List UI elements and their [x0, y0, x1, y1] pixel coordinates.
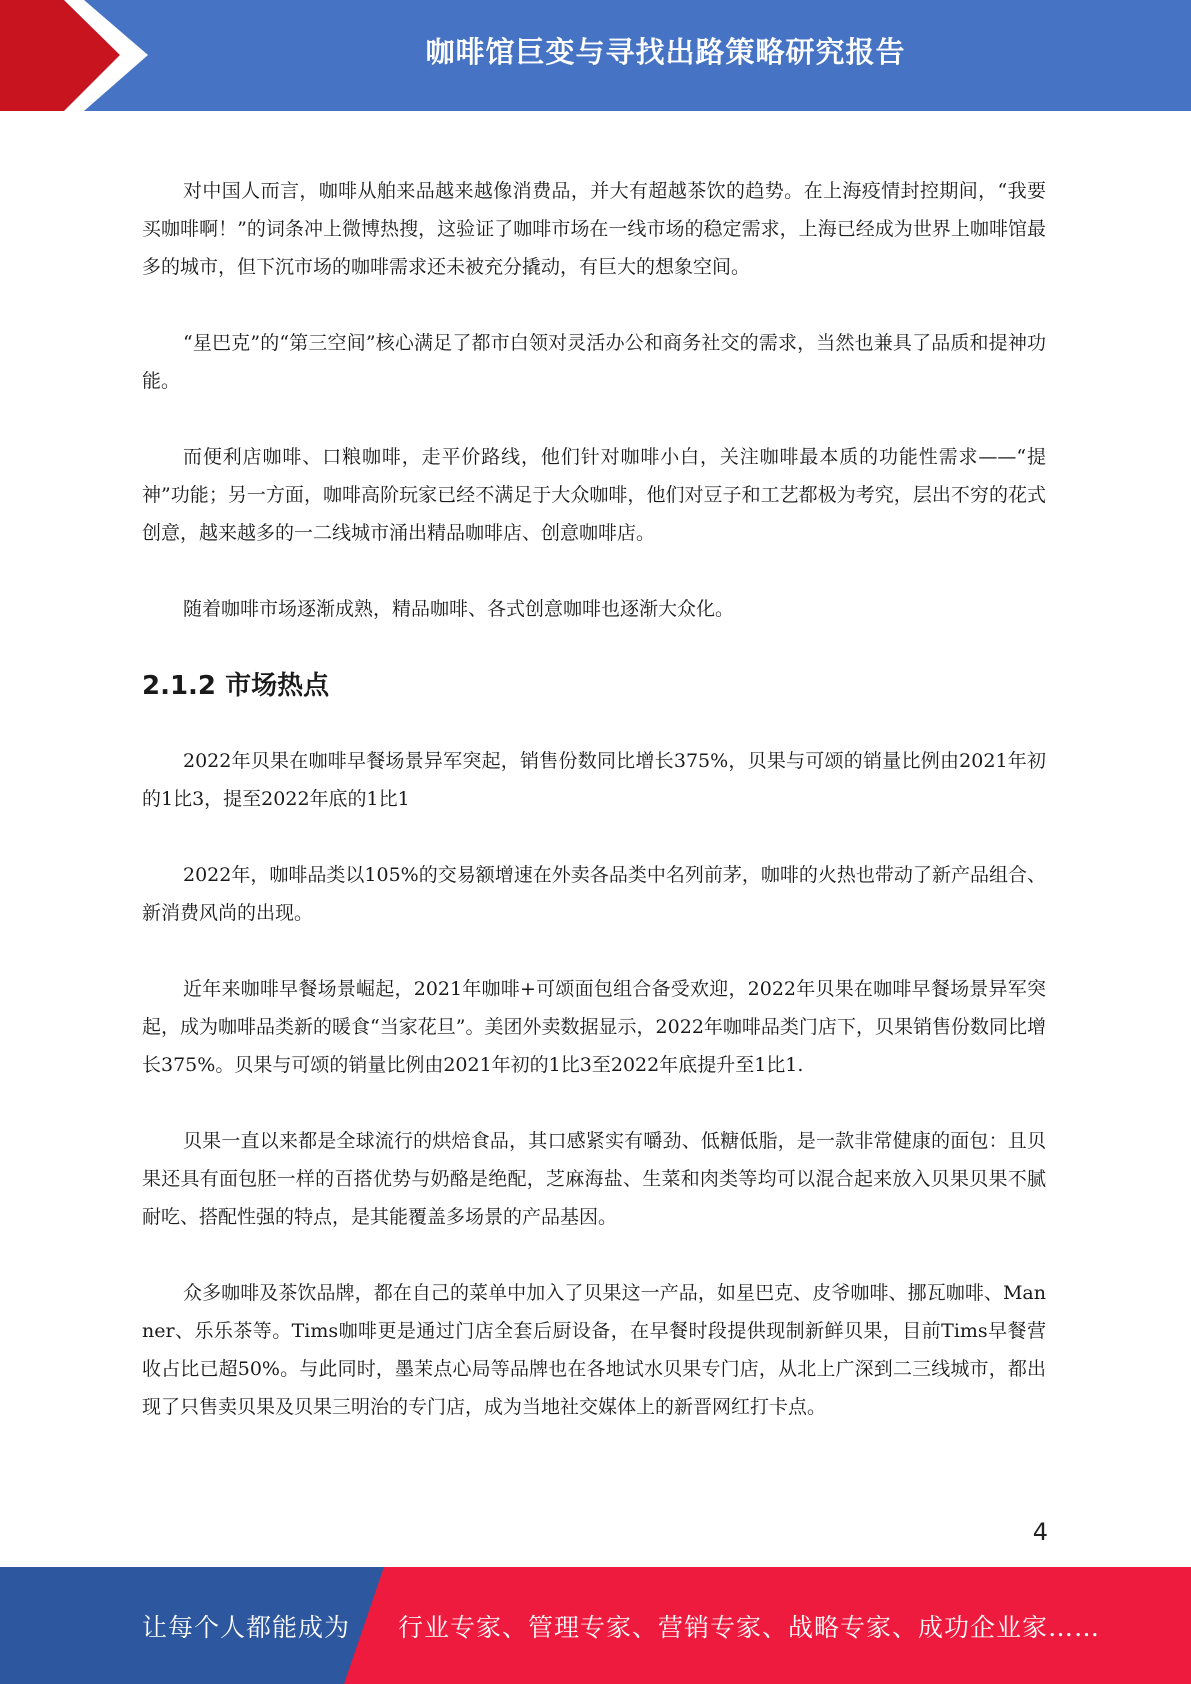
main-content — [142, 172, 1046, 1464]
page-number: 4 — [1032, 1518, 1048, 1546]
paragraph: 对中国人而言，咖啡从舶来品越来越像消费品，并大有超越茶饮的趋势。在上海疫情封控期间，“我要买咖啡啊！”的词条冲上微博热搜，这验证了咖啡市场在一线市场的稳定需求，上海已经成为世界上咖啡馆最多的城市，但下沉市场的咖啡需求还未被充分撬动，有巨大的想象空间。 — [142, 180, 1046, 278]
paragraph: 贝果一直以来都是全球流行的烘焙食品，其口感紧实有嚼劲、低糖低脂，是一款非常健康的面包：且贝果还具有面包胚一样的百搭优势与奶酪是绝配，芝麻海盐、生菜和肉类等均可以混合起来放入贝果贝果不腻耐吃、搭配性强的特点，是其能覆盖多场景的产品基因。 — [142, 1130, 1046, 1228]
footer-slogan-right: 行业专家、管理专家、营销专家、战略专家、成功企业家…… — [398, 1612, 1101, 1642]
chevron-arrow-icon — [0, 0, 160, 111]
paragraph: 2022年，咖啡品类以105%的交易额增速在外卖各品类中名列前茅，咖啡的火热也带动了新产品组合、新消费风尚的出现。 — [142, 864, 1046, 924]
page-title: 咖啡馆巨变与寻找出路策略研究报告 — [425, 35, 906, 69]
paragraph: “星巴克”的“第三空间”核心满足了都市白领对灵活办公和商务社交的需求，当然也兼具了品质和提神功能。 — [142, 332, 1046, 392]
header-band — [0, 0, 1191, 111]
footer-band — [0, 1567, 1191, 1684]
section-heading: 2.1.2 市场热点 — [142, 671, 330, 701]
paragraph: 而便利店咖啡、口粮咖啡，走平价路线，他们针对咖啡小白，关注咖啡最本质的功能性需求——“提神”功能；另一方面，咖啡高阶玩家已经不满足于大众咖啡，他们对豆子和工艺都极为考究，层出不穷的花式创意，越来越多的一二线城市涌出精品咖啡店、创意咖啡店。 — [142, 446, 1046, 544]
footer-slogan-left: 让每个人都能成为 — [142, 1612, 351, 1642]
paragraph: 众多咖啡及茶饮品牌，都在自己的菜单中加入了贝果这一产品，如星巴克、皮爷咖啡、挪瓦咖啡、Manner、乐乐茶等。Tims咖啡更是通过门店全套后厨设备，在早餐时段提供现制新鲜贝果，目前Tims早餐营收占比已超50%。与此同时，墨茉点心局等品牌也在各地试水贝果专门店，从北上广深到二三线城市，都出现了只售卖贝果及贝果三明治的专门店，成为当地社交媒体上的新晋网红打卡点。 — [142, 1282, 1046, 1418]
paragraph: 随着咖啡市场逐渐成熟，精品咖啡、各式创意咖啡也逐渐大众化。 — [183, 598, 735, 620]
paragraph: 近年来咖啡早餐场景崛起，2021年咖啡+可颂面包组合备受欢迎，2022年贝果在咖啡早餐场景异军突起，成为咖啡品类新的暖食“当家花旦”。美团外卖数据显示，2022年咖啡品类门店下，贝果销售份数同比增长375%。贝果与可颂的销量比例由2021年初的1比3至2022年底提升至1比1. — [142, 978, 1046, 1076]
paragraph: 2022年贝果在咖啡早餐场景异军突起，销售份数同比增长375%，贝果与可颂的销量比例由2021年初的1比3，提至2022年底的1比1 — [142, 750, 1046, 810]
